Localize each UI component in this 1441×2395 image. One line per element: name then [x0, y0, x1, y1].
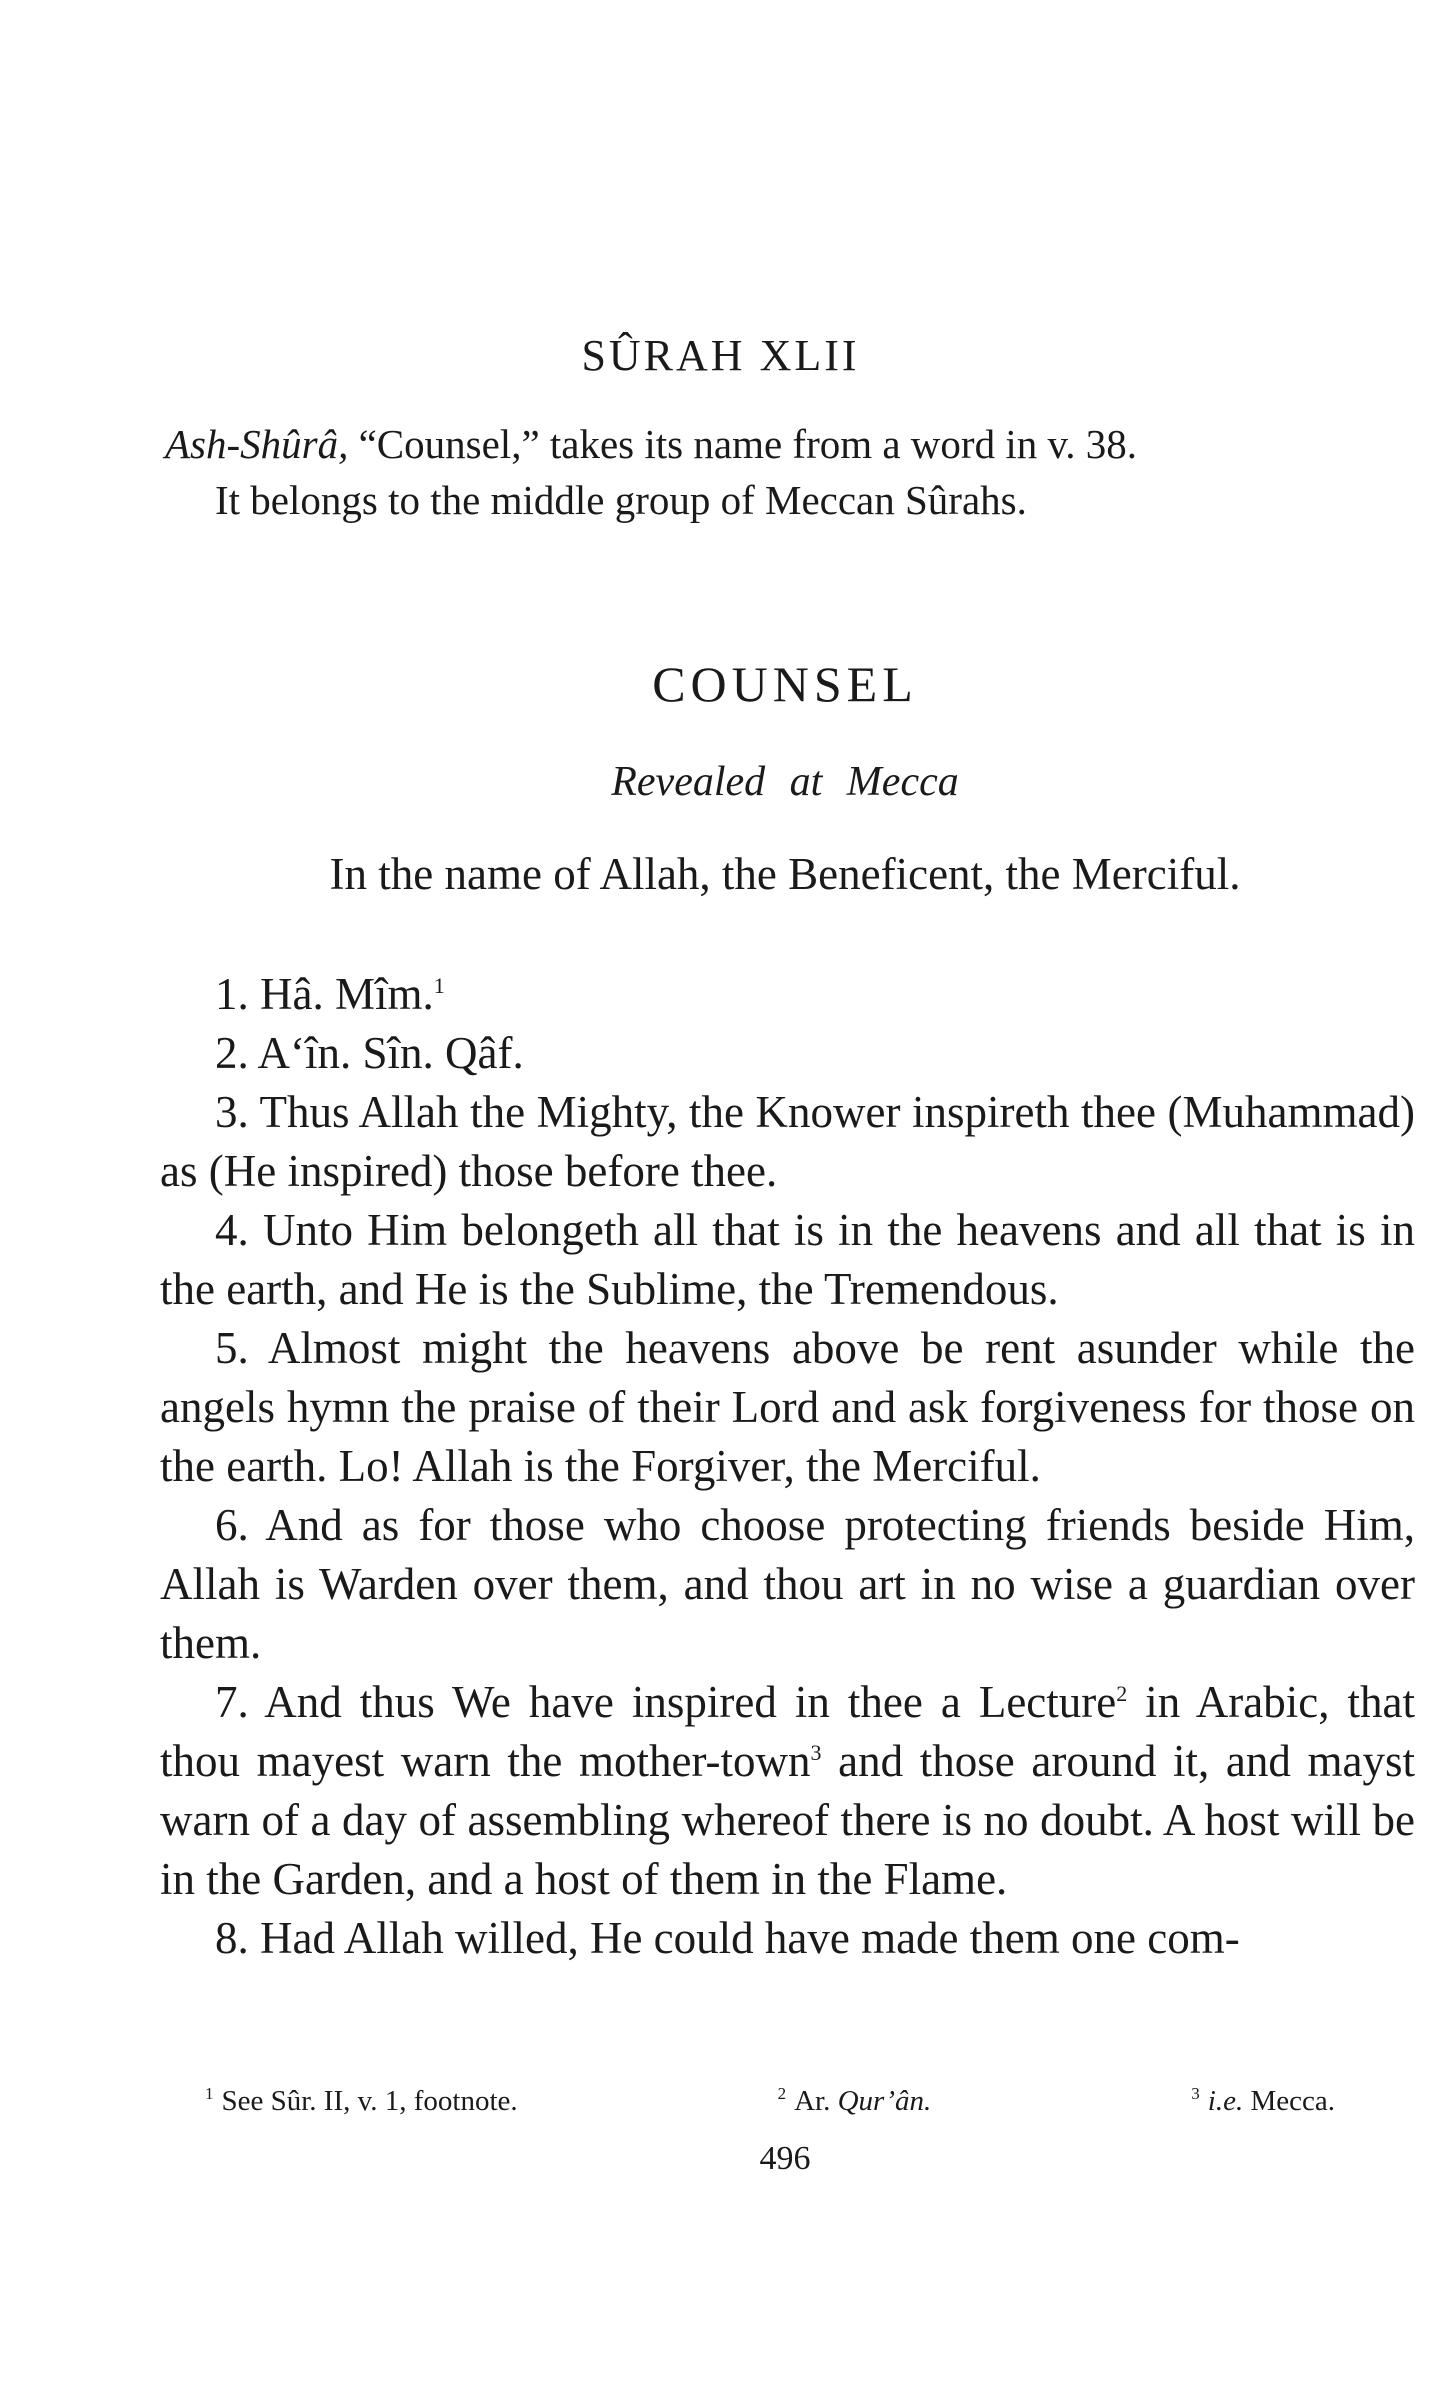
footnote-3-text: Mecca. — [1243, 2085, 1335, 2117]
intro-line-1: “Counsel,” takes its name from a word in v. 38. — [348, 421, 1138, 467]
verse-1-text: 1. Hâ. Mîm. — [215, 969, 434, 1019]
verse-7-text-b: in Arabic, that thou mayest warn the mother-town — [160, 1677, 1415, 1786]
verse-4: 4. Unto Him belongeth all that is in the heavens and all that is in the earth, and He is the Sublime, the Tremendous. — [160, 1205, 1415, 1314]
footnote-3-italic: i.e. — [1207, 2085, 1244, 2117]
footnote-2 — [778, 2085, 932, 2118]
footnote-1-text: See Sûr. II, v. 1, footnote. — [221, 2085, 518, 2117]
verse-7 — [160, 1673, 1415, 1909]
footnote-1-mark: 1 — [205, 2084, 214, 2104]
chapter-title: COUNSEL — [652, 656, 918, 712]
verse-8: 8. Had Allah willed, He could have made them one com- — [215, 1913, 1240, 1963]
verse-5: 5. Almost might the heavens above be rent asunder while the angels hymn the praise of their Lord and ask forgiveness for those on the earth. Lo! Allah is the Forgiver, the Merciful. — [160, 1323, 1415, 1491]
verse-7-text-c: and those around it, and mayst warn of a day of assembling whereof there is no doubt. A host will be in the Garden, and a host of them in the Flame. — [160, 1736, 1415, 1904]
surah-heading: SÛRAH XLII — [581, 331, 860, 380]
verse-2: 2. A‘în. Sîn. Qâf. — [215, 1028, 524, 1078]
revelation-place: Revealed at Mecca — [611, 759, 959, 805]
footnote-2-italic: Qur’ân. — [837, 2085, 932, 2117]
verse-list — [160, 965, 1415, 1968]
footnote-marker-2: 2 — [1116, 1681, 1128, 1706]
intro-line-2: It belongs to the middle group of Meccan Sûrahs. — [215, 477, 1027, 523]
footnote-1 — [205, 2085, 518, 2118]
footnote-2-mark: 2 — [777, 2084, 787, 2104]
verse-3: 3. Thus Allah the Mighty, the Knower inspireth thee (Muhammad) as (He inspired) those before thee. — [160, 1087, 1415, 1196]
footnote-2-prefix: Ar. — [794, 2085, 838, 2117]
footnote-3-mark: 3 — [1191, 2084, 1200, 2104]
footnote-marker-3: 3 — [810, 1740, 822, 1765]
surah-intro — [165, 416, 1285, 528]
footnote-marker-1: 1 — [433, 973, 445, 998]
verse-1 — [160, 965, 1415, 1024]
footnotes — [205, 2085, 1335, 2118]
surah-arabic-name: Ash-Shûrâ, — [165, 421, 349, 467]
page-number: 496 — [759, 2140, 811, 2177]
basmala: In the name of Allah, the Beneficent, the Merciful. — [329, 849, 1241, 899]
verse-6: 6. And as for those who choose protecting friends beside Him, Allah is Warden over them, and thou art in no wise a guardian over them. — [160, 1500, 1415, 1668]
footnote-3 — [1191, 2085, 1335, 2118]
verse-7-text-a: 7. And thus We have inspired in thee a Lecture — [215, 1677, 1117, 1727]
